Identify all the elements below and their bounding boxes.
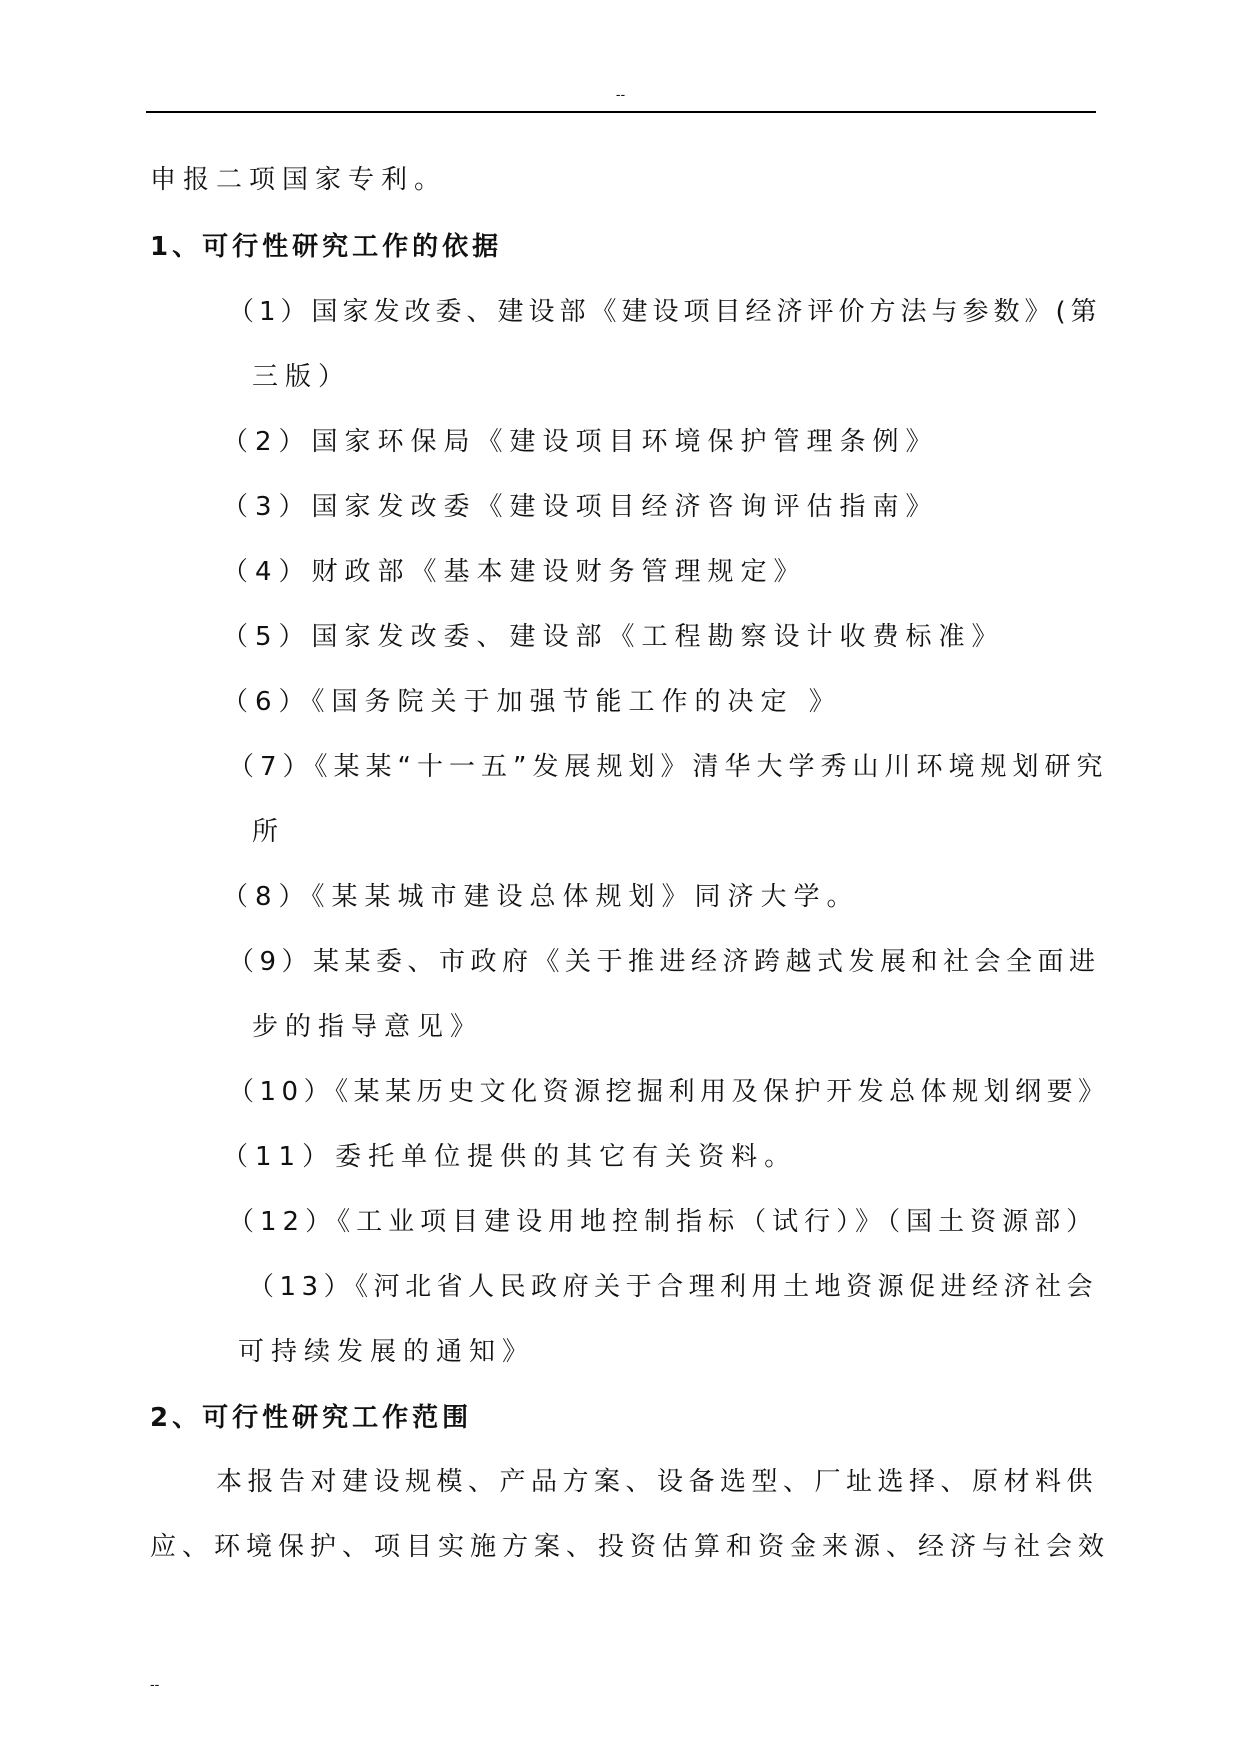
basis-item-11: （11）委托单位提供的其它有关资料。 <box>222 1142 798 1172</box>
basis-item-1: （1）国家发改委、建设部《建设项目经济评价方法与参数》(第 <box>228 297 1102 327</box>
basis-item-2: （2）国家环保局《建设项目环境保护管理条例》 <box>222 427 939 457</box>
basis-item-3: （3）国家发改委《建设项目经济咨询评估指南》 <box>222 492 939 522</box>
basis-item-5: （5）国家发改委、建设部《工程勘察设计收费标准》 <box>222 622 1005 652</box>
basis-item-12: （12）《工业项目建设用地控制指标（试行）》（国土资源部） <box>228 1207 1099 1237</box>
footer-mark: -- <box>150 1676 160 1692</box>
header-mark: -- <box>615 86 626 102</box>
intro-tail: 申报二项国家专利。 <box>150 165 448 195</box>
basis-item-6: （6）《国务院关于加强节能工作的决定 》 <box>222 687 842 717</box>
basis-item-8: （8）《某某城市建设总体规划》同济大学。 <box>222 882 860 912</box>
basis-item-13-cont: 可持续发展的通知》 <box>238 1337 536 1367</box>
basis-item-10: （10）《某某历史文化资源挖掘利用及保护开发总体规划纲要》 <box>228 1077 1110 1107</box>
section-2-paragraph-line-1: 本报告对建设规模、产品方案、设备选型、厂址选择、原材料供 <box>216 1467 1099 1497</box>
basis-item-9: （9）某某委、市政府《关于推进经济跨越式发展和社会全面进 <box>228 947 1101 977</box>
section-1-heading: 1、可行性研究工作的依据 <box>150 232 503 262</box>
basis-item-13: （13）《河北省人民政府关于合理利用土地资源促进经济社会 <box>248 1272 1099 1302</box>
section-2-paragraph-line-2: 应、环境保护、项目实施方案、投资估算和资金来源、经济与社会效 <box>150 1532 1111 1562</box>
header-rule <box>146 111 1096 113</box>
basis-item-7-cont: 所 <box>252 817 286 847</box>
basis-item-7: （7）《某某“十一五”发展规划》清华大学秀山川环境规划研究 <box>228 752 1109 782</box>
basis-item-9-cont: 步的指导意见》 <box>252 1012 484 1042</box>
basis-item-4: （4）财政部《基本建设财务管理规定》 <box>222 557 807 587</box>
section-2-heading: 2、可行性研究工作范围 <box>150 1403 473 1433</box>
basis-item-1-cont: 三版） <box>252 362 352 392</box>
